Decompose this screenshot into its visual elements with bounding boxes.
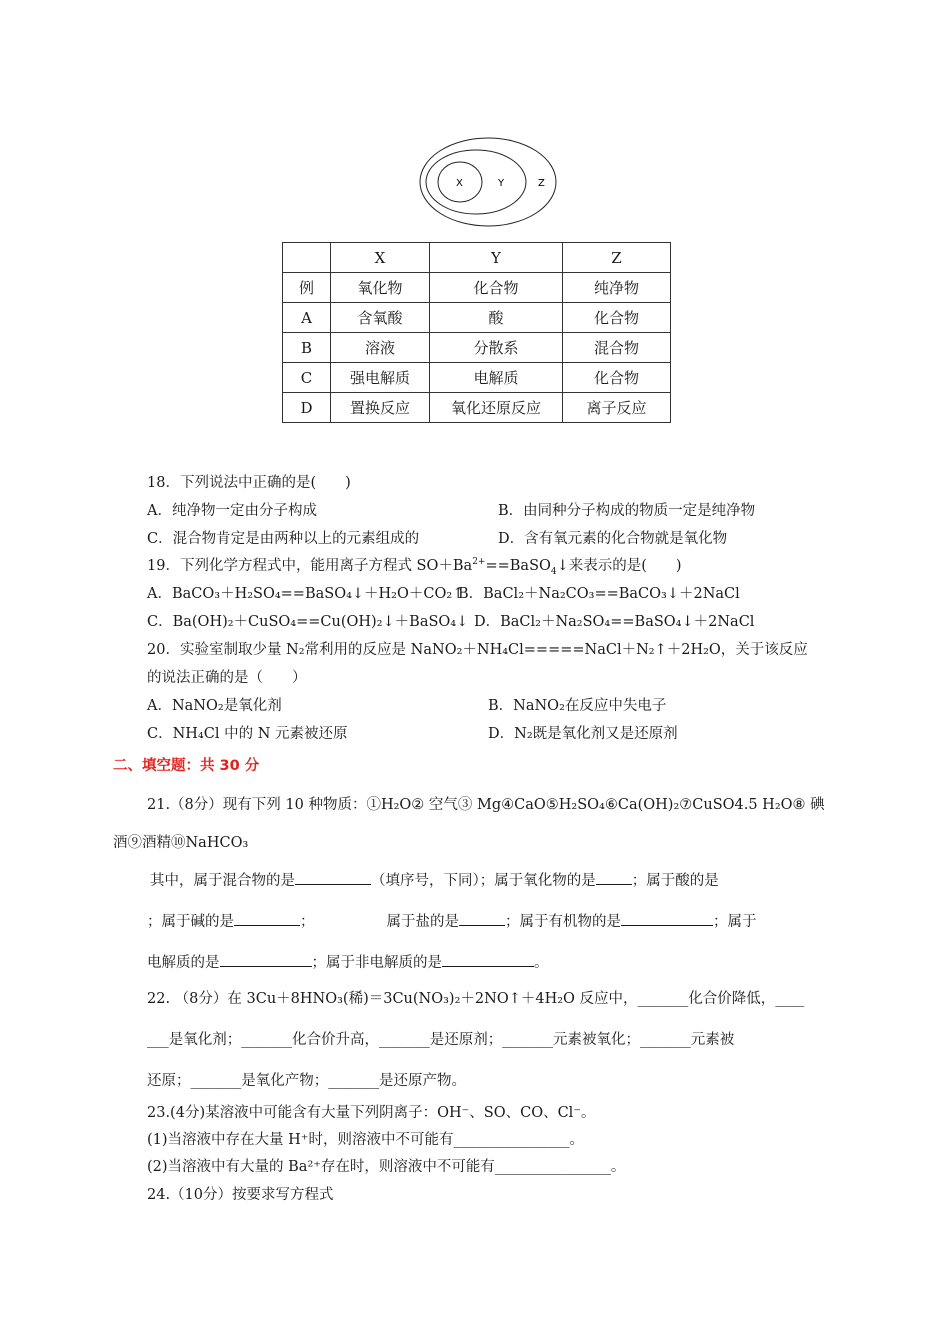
q18-option-d: D．含有氧元素的化合物就是氧化物 [498,531,728,547]
q21-blank-salt[interactable] [459,911,505,926]
q19-stem-pre: 19．下列化学方程式中，能用离子方程式 SO＋Ba [147,558,473,574]
q20-option-b: B．NaNO₂在反应中失电子 [488,698,667,714]
q22-line2: ___是氧化剂；_______化合价升高，_______是还原剂；_______元素被氧化；_______元素被 [147,1032,735,1048]
table-cell: A [283,303,331,333]
q21-p5: ； [300,914,315,930]
table-cell: 分散系 [430,333,563,363]
table-cell: 化合物 [430,273,563,303]
q21-blank-mixture[interactable] [295,870,371,885]
table-header-cell [283,243,331,273]
q20-stem-line2: 的说法正确的是（ ） [147,670,307,686]
q20-stem-line1: 20．实验室制取少量 N₂常利用的反应是 NaNO₂＋NH₄Cl=====NaCl＋N₂↑＋2H₂O，关于该反应 [147,642,808,658]
table-cell: D [283,393,331,423]
q21-blank-organic[interactable] [621,911,713,926]
q19-stem-end: ↓来表示的是( ) [556,558,682,574]
q19-option-b: B．BaCl₂＋Na₂CO₃==BaCO₃↓＋2NaCl [458,586,740,602]
table-cell: 例 [283,273,331,303]
q21-blank-electrolyte[interactable] [220,952,312,967]
q23-stem: 23.(4分)某溶液中可能含有大量下列阴离子：OH⁻、SO、CO、Cl⁻。 [147,1105,596,1121]
q20-option-c: C．NH₄Cl 中的 N 元素被还原 [147,726,348,742]
q21-p4: ；属于碱的是 [147,914,234,930]
xyz-nested-ellipse-diagram [418,136,558,228]
q22-line1: 22. （8分）在 3Cu＋8HNO₃(稀)＝3Cu(NO₃)₂＋2NO↑＋4H₂O 反应中，_______化合价降低，____ [147,991,805,1007]
q20-option-a: A．NaNO₂是氧化剂 [147,698,282,714]
q19-option-d: D．BaCl₂＋Na₂SO₄==BaSO₄↓＋2NaCl [474,614,755,630]
q18-stem: 18．下列说法中正确的是( ) [147,475,351,491]
q21-p9: 电解质的是 [147,955,220,971]
q21-p3: ；属于酸的是 [631,873,719,889]
q21-line2: 酒⑨酒精⑩NaHCO₃ [113,835,249,851]
table-header-cell: X [331,243,430,273]
table-cell: 电解质 [430,363,563,393]
table-cell: 酸 [430,303,563,333]
table-cell: 含氧酸 [331,303,430,333]
q18-option-c: C．混合物肯定是由两种以上的元素组成的 [147,531,420,547]
q21-blank-base[interactable] [234,911,300,926]
diagram-label-y: Y [498,178,505,189]
diagram-label-x: X [456,178,463,189]
q23-sub1: (1)当溶液中存在大量 H⁺时，则溶液中不可能有________________。 [147,1132,584,1148]
q21-p6: 属于盐的是 [386,914,459,930]
q18-option-a: A．纯净物一定由分子构成 [147,503,317,519]
q21-blank-oxide[interactable] [596,870,632,885]
table-cell: 纯净物 [563,273,671,303]
q23-sub2: (2)当溶液中有大量的 Ba²⁺存在时，则溶液中不可能有________________。 [147,1159,626,1175]
q19-stem-post: ==BaSO [485,558,551,574]
q20-option-d: D．N₂既是氧化剂又是还原剂 [488,726,678,742]
q21-p10: ；属于非电解质的是 [311,955,442,971]
table-cell: 溶液 [331,333,430,363]
classification-table [282,242,671,423]
q21-p2: （填序号，下同）；属于氧化物的是 [371,873,596,889]
table-row [283,273,671,303]
table-header-cell: Y [430,243,563,273]
table-cell: 离子反应 [563,393,671,423]
table-cell: C [283,363,331,393]
q19-stem [147,556,682,576]
q19-option-c: C．Ba(OH)₂＋CuSO₄==Cu(OH)₂↓＋BaSO₄↓ [147,614,469,630]
q18-option-b: B．由同种分子构成的物质一定是纯净物 [498,503,756,519]
q19-stem-sup: 2+ [472,557,486,568]
table-cell: 化合物 [563,363,671,393]
q21-p7: ；属于有机物的是 [505,914,621,930]
table-cell: 强电解质 [331,363,430,393]
q19-stem-sub: 4 [550,566,557,577]
q22-line3: 还原；_______是氧化产物；_______是还原产物。 [147,1073,466,1089]
q19-option-a: A．BaCO₃＋H₂SO₄==BaSO₄↓＋H₂O＋CO₂↑ [147,586,465,602]
table-header-row [283,243,671,273]
q21-p8: ；属于 [713,914,757,930]
diagram-label-z: Z [538,178,545,189]
q21-fill-line1 [150,870,719,891]
table-cell: 氧化还原反应 [430,393,563,423]
table-cell: 氧化物 [331,273,430,303]
table-cell: B [283,333,331,363]
q21-line1: 21.（8分）现有下列 10 种物质：①H₂O② 空气③ Mg④CaO⑤H₂SO₄⑥Ca(OH)₂⑦CuSO4.5 H₂O⑧ 碘 [147,797,825,813]
table-cell: 混合物 [563,333,671,363]
ellipse-y [426,150,526,214]
table-header-cell: Z [563,243,671,273]
q24-stem: 24.（10分）按要求写方程式 [147,1187,334,1203]
q21-fill-line2 [147,911,757,932]
q21-p1: 其中，属于混合物的是 [150,873,295,889]
section2-title: 二、填空题：共 30 分 [113,758,260,774]
table-cell: 化合物 [563,303,671,333]
table-row [283,393,671,423]
table-cell: 置换反应 [331,393,430,423]
table-row [283,303,671,333]
q21-fill-line3 [147,952,549,973]
q21-blank-nonelectrolyte[interactable] [442,952,534,967]
q21-p11: 。 [534,955,549,971]
table-row [283,363,671,393]
table-row [283,333,671,363]
